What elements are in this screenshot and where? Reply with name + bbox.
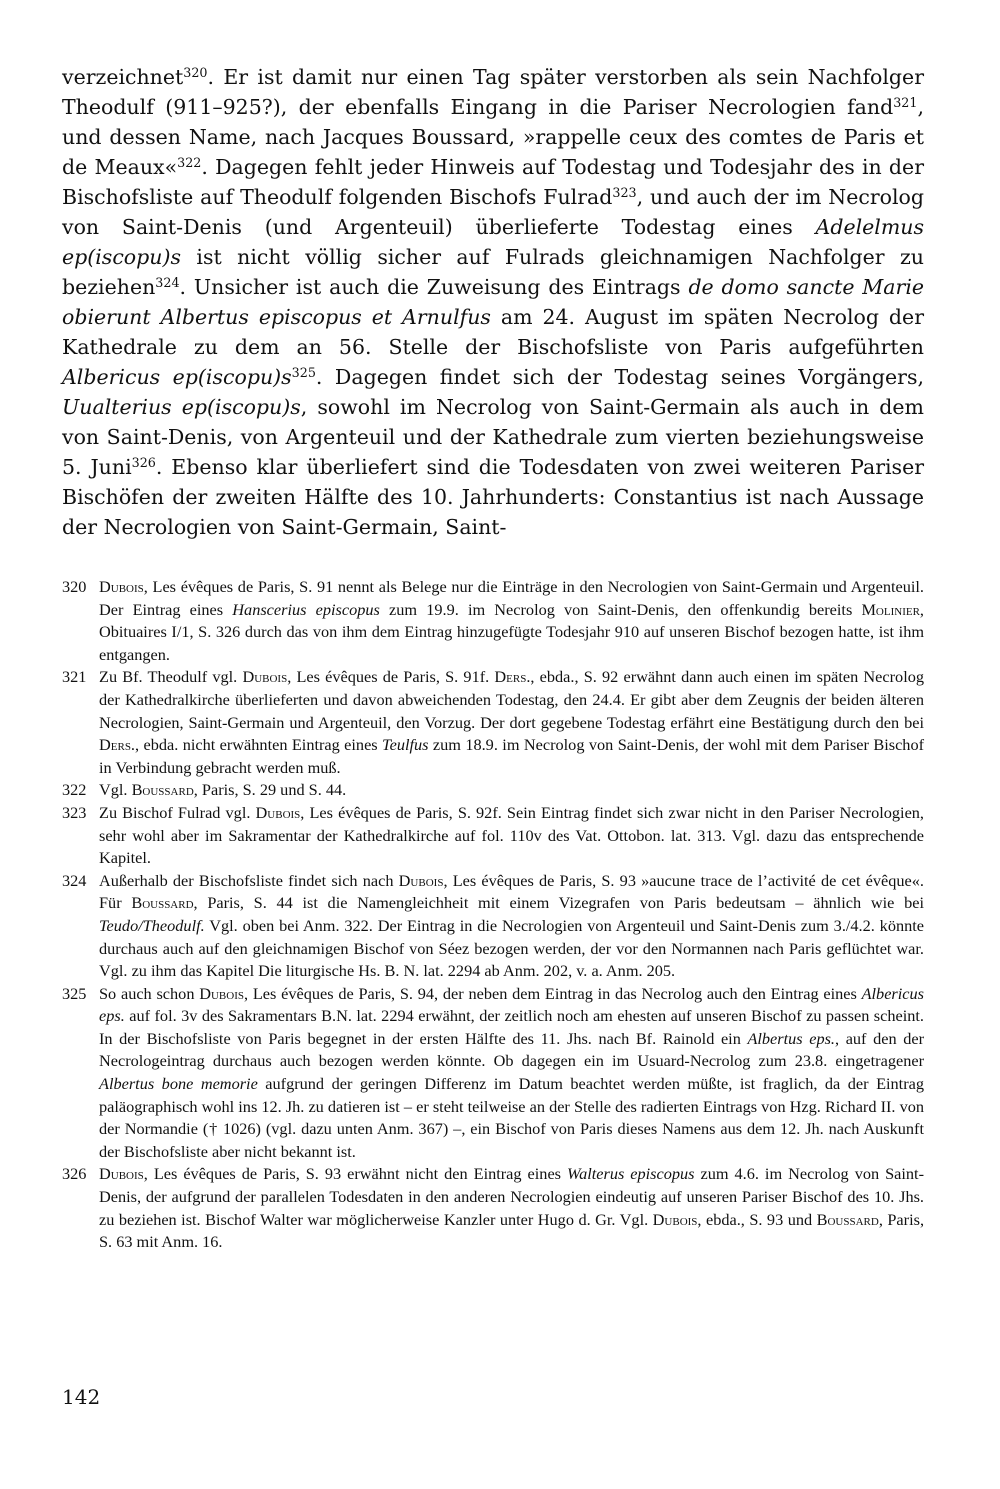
- italic-text: Albertus bone memorie: [99, 1074, 258, 1094]
- text-run: , ebda., S. 92 erwähnt dann auch einen im späten Necrolog der Kathedralkirche überlieferten und davon abweichenden Todestag, den 24.4. Er gibt aber dem Zeugnis der beiden älteren Necrologien, Saint-Germain und Argenteuil, den Vorzug. Der dort gegebene Todestag erfährt eine Bestätigung durch den bei: [99, 667, 925, 732]
- author-name: Boussard: [131, 780, 194, 800]
- author-name: Molinier: [861, 599, 920, 619]
- italic-text: Albertus eps.: [747, 1028, 836, 1048]
- italic-text: Hanscerius episcopus: [232, 599, 380, 619]
- footnote-ref: 325: [291, 365, 316, 381]
- text-run: , auf den der Necrologeintrag durchaus auch bezogen werden könnte. Ob dagegen ein im Usuard-Necrolog zum 23.8. eingetragener: [99, 1028, 924, 1071]
- footnote: [62, 666, 924, 779]
- text-run: , ebda., S. 93 und: [697, 1209, 817, 1229]
- text-run: , Les évêques de Paris, S. 92f. Sein Eintrag findet sich zwar nicht in den Pariser Necrologien, sehr wohl aber im Sakramentar der Kathedralkirche auf fol. 110v des Vat. Ottobon. lat. 313. Vgl. dazu das entsprechende Kapitel.: [99, 802, 925, 868]
- text-run: , Les évêques de Paris, S. 93 erwähnt nicht den Eintrag eines: [143, 1164, 567, 1184]
- footnote: [62, 1163, 924, 1253]
- text-run: Vgl.: [99, 780, 132, 800]
- footnote-number: 321: [62, 667, 87, 687]
- footnote: [62, 779, 924, 802]
- italic-text: Teulfus: [382, 735, 429, 755]
- text-run: , Paris, S. 44 ist die Namengleichheit mit einem Vizegrafen von Paris bedeutsam – ähnlich wie bei: [193, 893, 924, 913]
- italic-text: Uualterius ep(iscopu)s: [62, 395, 301, 419]
- text-run: zum 4.6. im Necrolog von Saint-Denis, der aufgrund der parallelen Todesdaten in den anderen Necrologien eindeutig auf unseren Pariser Bischof des 10. Jhs. zu beziehen ist. Bischof Walter war möglicherweise Kanzler unter Hugo d. Gr. Vgl.: [99, 1164, 924, 1229]
- author-name: Dubois: [199, 983, 244, 1003]
- italic-text: de domo sancte Marie obierunt Albertus episcopus et Arnulfus: [62, 275, 925, 329]
- text-run: verzeichnet: [62, 65, 184, 89]
- text-run: . Ebenso klar überliefert sind die Todesdaten von zwei weiteren Pariser Bischöfen der zweiten Hälfte des 10. Jahrhunderts: Constantius ist nach Aussage der Necrologien von Saint-Germain, Saint-: [62, 455, 924, 539]
- author-name: Dubois: [255, 802, 301, 822]
- main-text: [62, 62, 924, 542]
- footnote-ref: 322: [177, 155, 202, 171]
- footnote-number: 323: [62, 802, 87, 822]
- author-name: Dubois: [99, 1164, 144, 1184]
- author-name: Ders.: [494, 667, 531, 687]
- footnote-number: 320: [62, 577, 87, 596]
- text-run: , sowohl im Necrolog von Saint-Germain als auch in dem von Saint-Denis, von Argenteuil und der Kathedrale zum vierten beziehungsweise 5. Juni: [62, 395, 924, 479]
- text-run: , Les évêques de Paris, S. 93 »aucune trace de l’activité de cet évêque«. Für: [99, 870, 924, 913]
- text-run: zum 19.9. im Necrolog von Saint-Denis, den offenkundig bereits: [379, 599, 862, 619]
- footnote: [62, 983, 924, 1164]
- footnote-ref: 320: [183, 65, 208, 81]
- footnote-number: 322: [62, 780, 87, 800]
- text-run: , Obituaires I/1, S. 326 durch das von ihm dem Eintrag hinzugefügte Todesjahr 910 auf unseren Bischof bezogen hatte, ist ihm entgangen.: [99, 599, 924, 664]
- text-run: , Les évêques de Paris, S. 91 nennt als Belege nur die Einträge in den Necrologien von Saint-Germain und Argenteuil. Der Eintrag eines: [99, 577, 924, 619]
- footnote-ref: 324: [155, 275, 180, 291]
- footnote: [62, 870, 924, 983]
- text-run: aufgrund der geringen Differenz im Datum beachtet werden müßte, ist fraglich, da der Eintrag paläographisch wohl ins 12. Jh. zu datieren ist – er steht teilweise an der Stelle des radierten Eintrags von Hzg. Richard II. von der Normandie († 1026) (vgl. dazu unten Anm. 367) –, ein Bischof von Paris dieses Namens aus dem 12. Jh. nach Auskunft der Bischofsliste aber nicht bekannt ist.: [99, 1074, 924, 1161]
- text-run: , und auch der im Necrolog von Saint-Denis (und Argenteuil) überlieferte Todestag eines: [62, 185, 924, 239]
- author-name: Boussard: [816, 1209, 879, 1229]
- author-name: Dubois: [652, 1209, 698, 1229]
- text-run: . Unsicher ist auch die Zuweisung des Eintrags: [179, 275, 689, 299]
- footnote-ref: 323: [612, 185, 637, 201]
- text-run: , Les évêques de Paris, S. 94, der neben dem Eintrag in das Necrolog auch den Eintrag eines: [244, 983, 862, 1003]
- italic-text: Albericus eps.: [99, 983, 924, 1026]
- footnote: [62, 576, 924, 666]
- text-run: Außerhalb der Bischofsliste findet sich nach: [99, 870, 399, 890]
- text-run: ist nicht völlig sicher auf Fulrads gleichnamigen Nachfolger zu beziehen: [62, 245, 924, 299]
- footnote-number: 326: [62, 1164, 87, 1184]
- footnote: [62, 802, 924, 870]
- footnote-ref: 321: [893, 95, 918, 111]
- italic-text: Albericus ep(iscopu)s: [62, 365, 292, 389]
- text-run: , und dessen Name, nach Jacques Boussard, »rappelle ceux des comtes de Paris et de Meaux«: [62, 95, 924, 179]
- page-number: 142: [62, 1385, 101, 1409]
- italic-text: Walterus episcopus: [567, 1164, 695, 1184]
- text-run: . Er ist damit nur einen Tag später verstorben als sein Nachfolger Theodulf (911–925?), der ebenfalls Eingang in die Pariser Necrologien fand: [62, 65, 924, 119]
- text-run: So auch schon: [99, 983, 200, 1003]
- text-run: , ebda. nicht erwähnten Eintrag eines: [135, 735, 383, 755]
- footnote-ref: 326: [131, 455, 156, 471]
- text-run: auf fol. 3v des Sakramentars B.N. lat. 2294 erwähnt, der zeitlich noch am ehesten auf unseren Bischof zu passen scheint. In der Bischofsliste von Paris begegnet in der ersten Hälfte des 11. Jhs. nach Bf. Rainold ein: [99, 1006, 924, 1048]
- author-name: Dubois: [398, 870, 444, 890]
- text-run: Zu Bf. Theodulf vgl.: [99, 667, 243, 687]
- text-run: , Les évêques de Paris, S. 91f.: [287, 667, 495, 687]
- footnotes: [62, 576, 924, 1254]
- footnote-number: 325: [62, 983, 87, 1003]
- text-run: . Dagegen fehlt jeder Hinweis auf Todestag und Todesjahr des in der Bischofsliste auf Theodulf folgenden Bischofs Fulrad: [62, 155, 924, 209]
- text-run: , Paris, S. 63 mit Anm. 16.: [99, 1209, 925, 1252]
- text-run: . Dagegen findet sich der Todestag seines Vorgängers,: [315, 365, 924, 389]
- author-name: Dubois: [99, 577, 144, 596]
- italic-text: Teudo/Theodulf.: [99, 915, 205, 935]
- text-run: Vgl. oben bei Anm. 322. Der Eintrag in die Necrologien von Argenteuil und Saint-Denis zum 3./4.2. könnte durchaus auch auf den gleichnamigen Bischof von Séez bezogen werden, der vor den Normannen nach Paris geflüchtet war. Vgl. zu ihm das Kapitel Die liturgische Hs. B. N. lat. 2294 ab Anm. 202, v. a. Anm. 205.: [99, 915, 924, 981]
- author-name: Ders.: [99, 735, 136, 755]
- text-run: zum 18.9. im Necrolog von Saint-Denis, der wohl mit dem Pariser Bischof in Verbindung gebracht werden muß.: [99, 735, 925, 777]
- text-run: Zu Bischof Fulrad vgl.: [99, 802, 256, 822]
- author-name: Dubois: [242, 667, 288, 687]
- italic-text: Adelelmus ep(iscopu)s: [62, 215, 924, 269]
- body-paragraph: [62, 62, 924, 542]
- text-run: , Paris, S. 29 und S. 44.: [193, 780, 347, 800]
- text-run: am 24. August im späten Necrolog der Kathedrale zu dem an 56. Stelle der Bischofsliste von Paris aufgeführten: [62, 305, 924, 359]
- footnote-number: 324: [62, 870, 87, 890]
- author-name: Boussard: [131, 893, 194, 913]
